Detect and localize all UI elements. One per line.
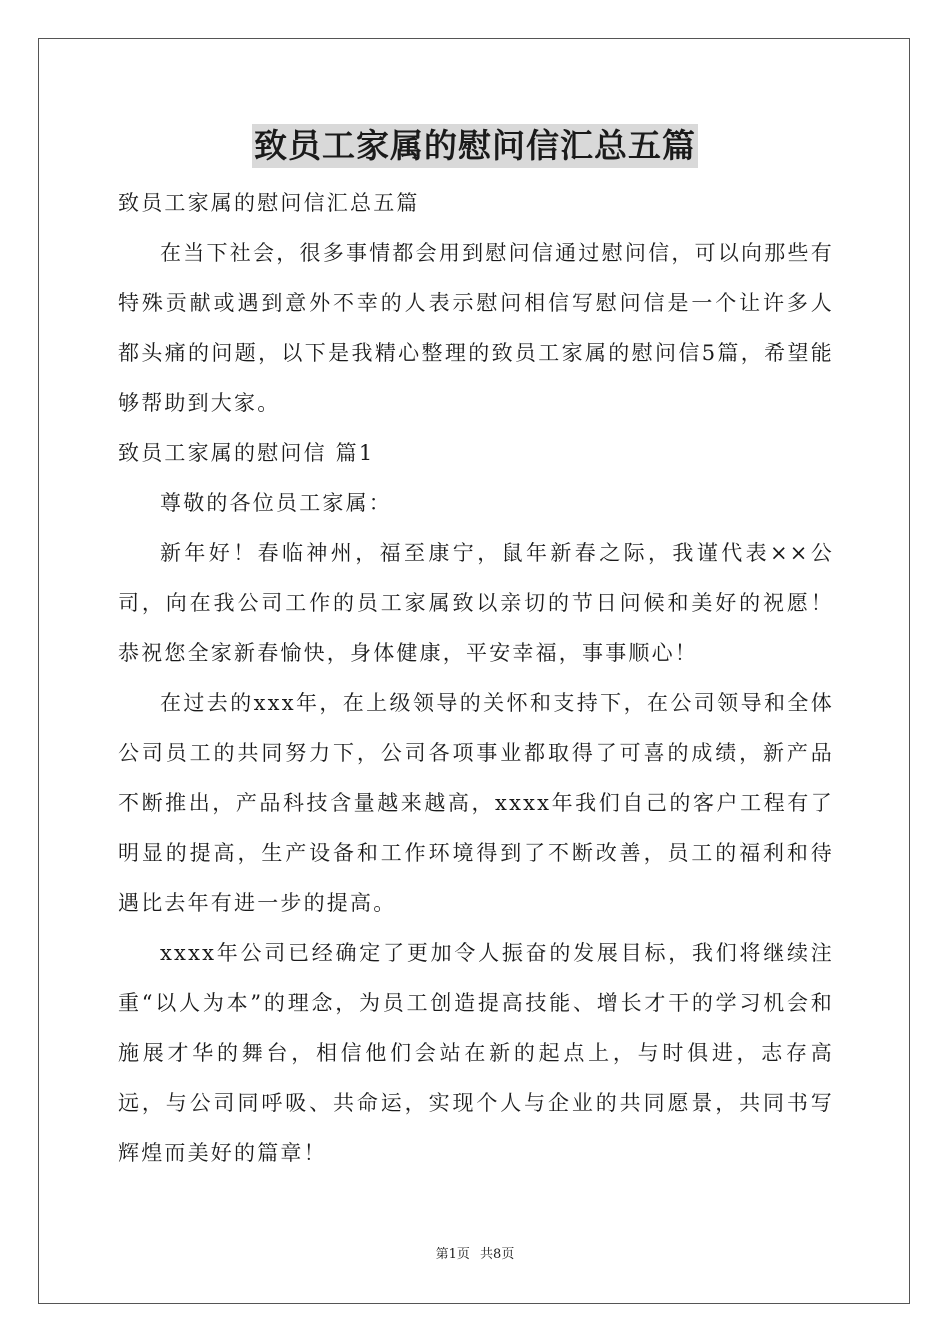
section-heading: 致员工家属的慰问信 篇1 xyxy=(118,441,375,465)
body-paragraph: 在过去的xxx年，在上级领导的关怀和支持下，在公司领导和全体公司员工的共同努力下，公司各项事业都取得了可喜的成绩，新产品不断推出，产品科技含量越来越高，xxxx年我们自己的客户工程有了明显的提高，生产设备和工作环境得到了不断改善，员工的福利和待遇比去年有进一步的提高。 xyxy=(118,691,834,915)
salutation: 尊敬的各位员工家属： xyxy=(160,491,392,515)
document-title: 致员工家属的慰问信汇总五篇 xyxy=(252,124,698,168)
document-subtitle: 致员工家属的慰问信汇总五篇 xyxy=(118,191,420,215)
document-body xyxy=(118,178,834,1178)
intro-paragraph: 在当下社会，很多事情都会用到慰问信通过慰问信，可以向那些有特殊贡献或遇到意外不幸的人表示慰问相信写慰问信是一个让许多人都头痛的问题，以下是我精心整理的致员工家属的慰问信5篇，希望能够帮助到大家。 xyxy=(118,241,834,415)
body-paragraph: xxxx年公司已经确定了更加令人振奋的发展目标，我们将继续注重“以人为本”的理念，为员工创造提高技能、增长才干的学习机会和施展才华的舞台，相信他们会站在新的起点上，与时俱进，志存高远，与公司同呼吸、共命运，实现个人与企业的共同愿景，共同书写辉煌而美好的篇章！ xyxy=(118,941,834,1165)
title-container xyxy=(0,124,950,168)
body-paragraph: 新年好！春临神州，福至康宁，鼠年新春之际，我谨代表××公司，向在我公司工作的员工家属致以亲切的节日问候和美好的祝愿！恭祝您全家新春愉快，身体健康，平安幸福，事事顺心！ xyxy=(118,541,834,665)
page-footer: 第1页 共8页 xyxy=(435,1247,515,1262)
